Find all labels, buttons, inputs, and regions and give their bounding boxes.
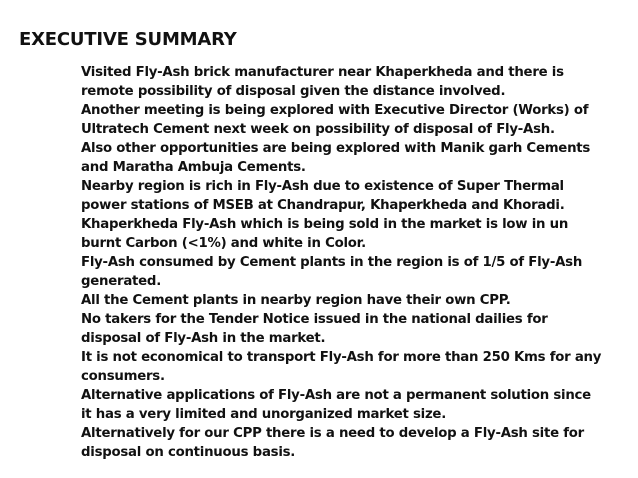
summary-item (81, 424, 626, 462)
summary-line: disposal on continuous basis. (81, 445, 296, 460)
summary-item (81, 386, 626, 424)
summary-item (81, 139, 626, 177)
summary-line: remote possibility of disposal given the distance involved. (81, 84, 506, 99)
summary-line: Fly-Ash consumed by Cement plants in the region is of 1/5 of Fly-Ash (81, 255, 583, 270)
summary-item (81, 310, 626, 348)
summary-list (81, 63, 626, 462)
summary-line: All the Cement plants in nearby region have their own CPP. (81, 293, 511, 308)
summary-item (81, 215, 626, 253)
summary-line: No takers for the Tender Notice issued in the national dailies for (81, 312, 548, 327)
summary-line: Another meeting is being explored with Executive Director (Works) of (81, 103, 589, 118)
summary-item (81, 63, 626, 101)
summary-line: and Maratha Ambuja Cements. (81, 160, 306, 175)
summary-item (81, 177, 626, 215)
summary-line: Alternatively for our CPP there is a need to develop a Fly-Ash site for (81, 426, 584, 441)
summary-line: it has a very limited and unorganized market size. (81, 407, 447, 422)
summary-line: Ultratech Cement next week on possibility of disposal of Fly-Ash. (81, 122, 555, 137)
summary-line: Visited Fly-Ash brick manufacturer near Khaperkheda and there is (81, 65, 564, 80)
summary-line: consumers. (81, 369, 165, 384)
summary-line: power stations of MSEB at Chandrapur, Khaperkheda and Khoradi. (81, 198, 565, 213)
summary-line: It is not economical to transport Fly-Ash for more than 250 Kms for any (81, 350, 602, 365)
summary-line: burnt Carbon (<1%) and white in Color. (81, 236, 366, 251)
summary-item (81, 291, 626, 310)
summary-line: Also other opportunities are being explored with Manik garh Cements (81, 141, 591, 156)
summary-item (81, 101, 626, 139)
summary-item (81, 348, 626, 386)
summary-line: Alternative applications of Fly-Ash are not a permanent solution since (81, 388, 591, 403)
summary-line: Khaperkheda Fly-Ash which is being sold in the market is low in un (81, 217, 569, 232)
summary-line: disposal of Fly-Ash in the market. (81, 331, 326, 346)
summary-line: generated. (81, 274, 161, 289)
summary-line: Nearby region is rich in Fly-Ash due to existence of Super Thermal (81, 179, 564, 194)
page-title: EXECUTIVE SUMMARY (19, 29, 237, 50)
summary-item (81, 253, 626, 291)
